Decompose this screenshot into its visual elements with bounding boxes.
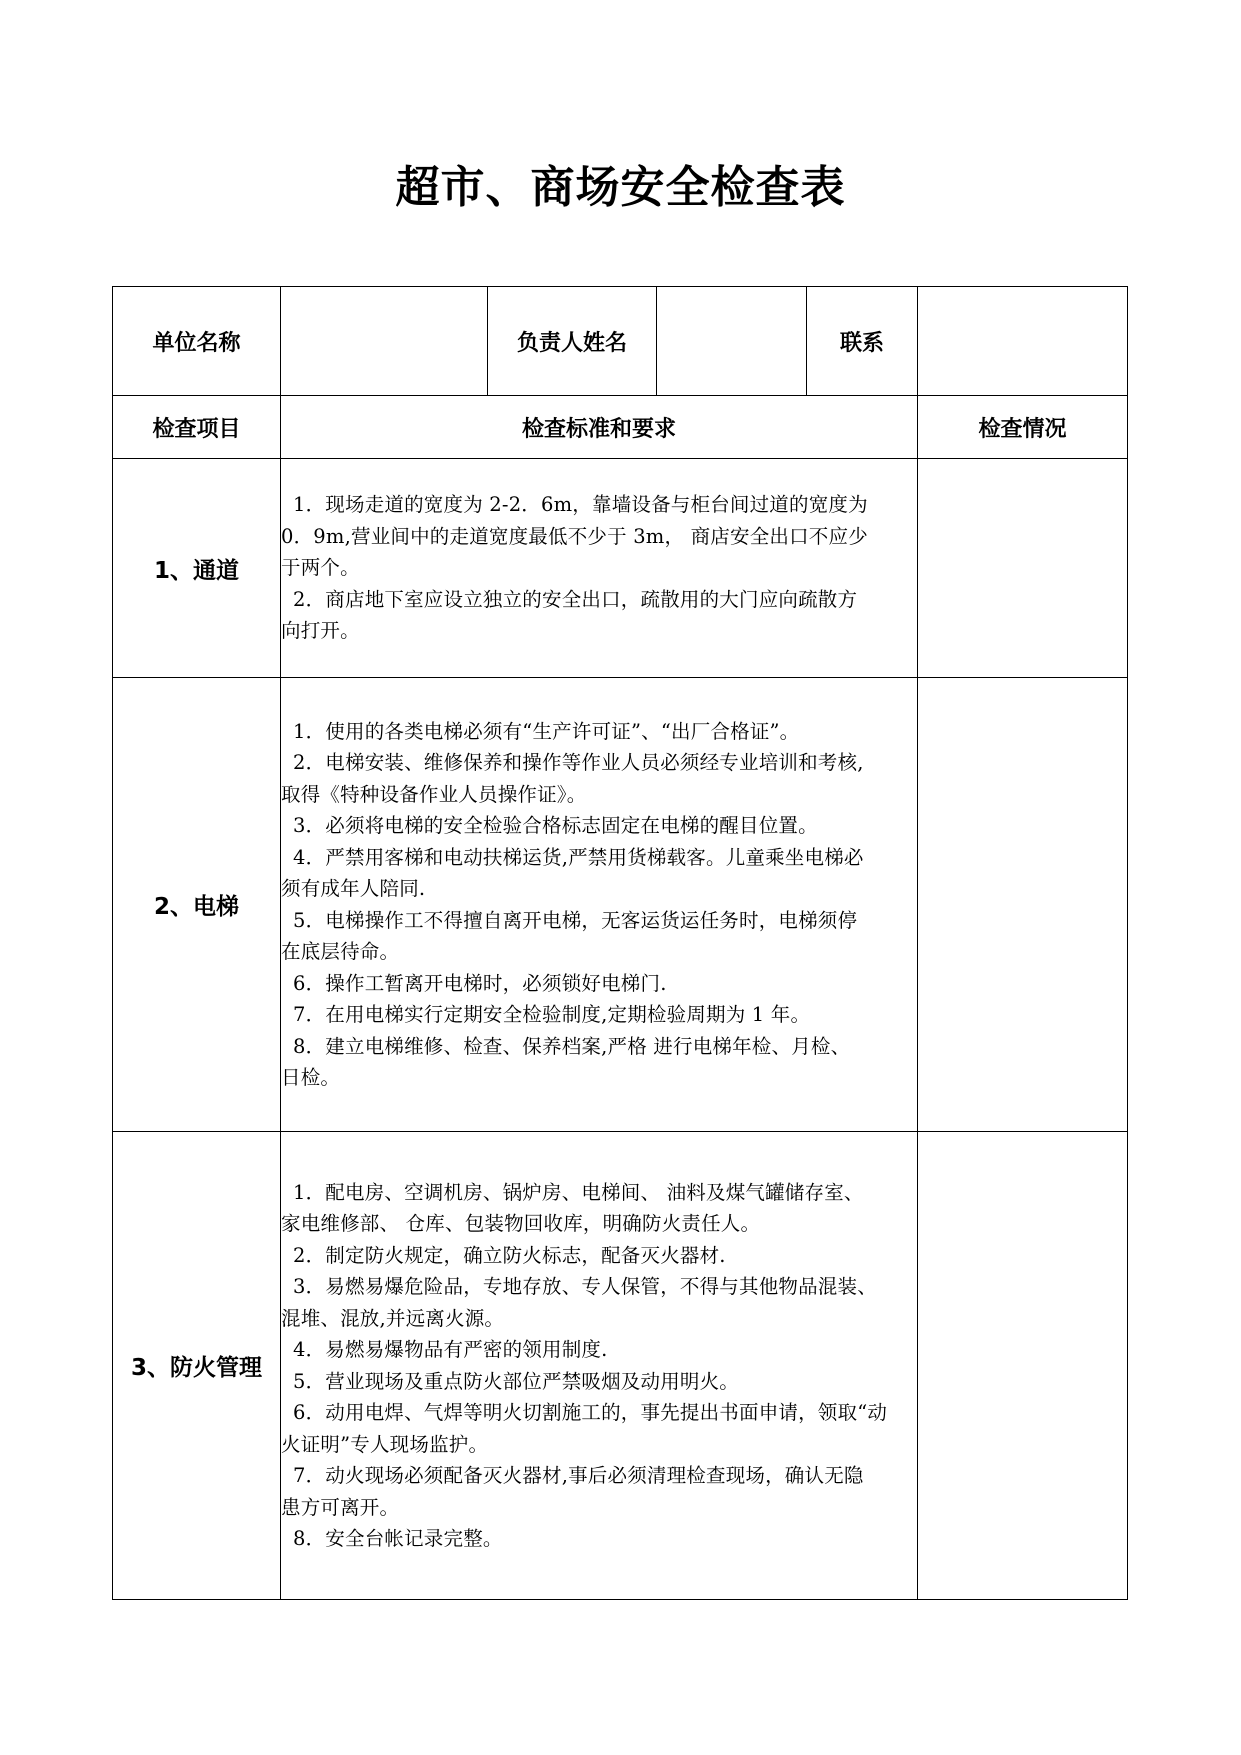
column-header-item: 检查项目: [113, 396, 281, 459]
column-header-status: 检查情况: [918, 396, 1128, 459]
section-row: [113, 1132, 1128, 1600]
section-requirements: [281, 459, 918, 678]
section-status-field[interactable]: [918, 459, 1128, 678]
section-label: 2、电梯: [113, 678, 281, 1132]
inspection-table: [112, 286, 1128, 1600]
requirement-line: 1．现场走道的宽度为 2-2．6m，靠墙设备与柜台间过道的宽度为: [293, 493, 868, 517]
section-row: [113, 459, 1128, 678]
requirement-line: 7．动火现场必须配备灭火器材,事后必须清理检查现场，确认无隐: [293, 1464, 864, 1487]
requirement-line: 2．商店地下室应设立独立的安全出口，疏散用的大门应向疏散方: [293, 587, 858, 611]
section-status-field[interactable]: [918, 678, 1128, 1132]
column-header-standard: 检查标准和要求: [281, 396, 918, 459]
unit-name-label: 单位名称: [113, 287, 281, 396]
requirement-line: 3．必须将电梯的安全检验合格标志固定在电梯的醒目位置。: [293, 814, 818, 837]
requirement-line: 4．严禁用客梯和电动扶梯运货,严禁用货梯载客。儿童乘坐电梯必: [293, 845, 864, 869]
section-label: 3、防火管理: [113, 1132, 281, 1600]
requirement-line: 8．建立电梯维修、检查、保养档案,严格 进行电梯年检、月检、: [293, 1034, 851, 1058]
section-status-field[interactable]: [918, 1132, 1128, 1600]
requirement-line: 日检。: [281, 1066, 341, 1089]
requirement-line: 须有成年人陪同.: [281, 877, 426, 900]
contact-field[interactable]: [918, 287, 1128, 396]
requirement-line: 取得《特种设备作业人员操作证》。: [281, 782, 587, 806]
requirement-line: 5．营业现场及重点防火部位严禁吸烟及动用明火。: [293, 1369, 740, 1393]
requirement-line: 3．易燃易爆危险品，专地存放、专人保管，不得与其他物品混装、: [293, 1275, 877, 1298]
requirement-line: 1．使用的各类电梯必须有“生产许可证”、“出厂合格证”。: [293, 719, 800, 743]
requirement-line: 向打开。: [281, 619, 360, 643]
requirement-line: 6．操作工暂离开电梯时，必须锁好电梯门.: [293, 971, 667, 995]
requirement-line: 混堆、混放,并远离火源。: [281, 1306, 505, 1330]
section-label: 1、通道: [113, 459, 281, 678]
person-name-label: 负责人姓名: [488, 287, 657, 396]
column-header-row: [113, 396, 1128, 459]
unit-name-field[interactable]: [281, 287, 488, 396]
section-row: [113, 678, 1128, 1132]
section-requirements: [281, 1132, 918, 1600]
requirement-line: 1．配电房、空调机房、锅炉房、电梯间、 油料及煤气罐储存室、: [293, 1180, 864, 1204]
requirement-line: 5．电梯操作工不得擅自离开电梯，无客运货运任务时，电梯须停: [293, 908, 858, 932]
requirement-line: 火证明”专人现场监护。: [281, 1432, 489, 1456]
requirement-line: 于两个。: [281, 556, 360, 580]
requirement-line: 家电维修部、 仓库、包装物回收库，明确防火责任人。: [281, 1212, 761, 1235]
info-row: [113, 287, 1128, 396]
requirement-line: 4．易燃易爆物品有严密的领用制度.: [293, 1338, 608, 1361]
requirement-line: 在底层待命。: [281, 940, 400, 963]
requirement-line: 2．制定防火规定，确立防火标志，配备灭火器材.: [293, 1243, 726, 1267]
page-title: 超市、商场安全检查表: [395, 162, 846, 213]
section-requirements: [281, 678, 918, 1132]
requirement-line: 6．动用电焊、气焊等明火切割施工的，事先提出书面申请，领取“动: [293, 1401, 888, 1424]
requirement-line: 8．安全台帐记录完整。: [293, 1527, 503, 1550]
requirement-line: 患方可离开。: [281, 1495, 400, 1519]
requirement-line: 7．在用电梯实行定期安全检验制度,定期检验周期为 1 年。: [293, 1003, 811, 1026]
contact-label: 联系: [807, 287, 918, 396]
requirement-line: 2．电梯安装、维修保养和操作等作业人员必须经专业培训和考核,: [293, 751, 864, 774]
person-name-field[interactable]: [657, 287, 807, 396]
requirement-line: 0．9m,营业间中的走道宽度最低不少于 3m， 商店安全出口不应少: [281, 524, 868, 548]
